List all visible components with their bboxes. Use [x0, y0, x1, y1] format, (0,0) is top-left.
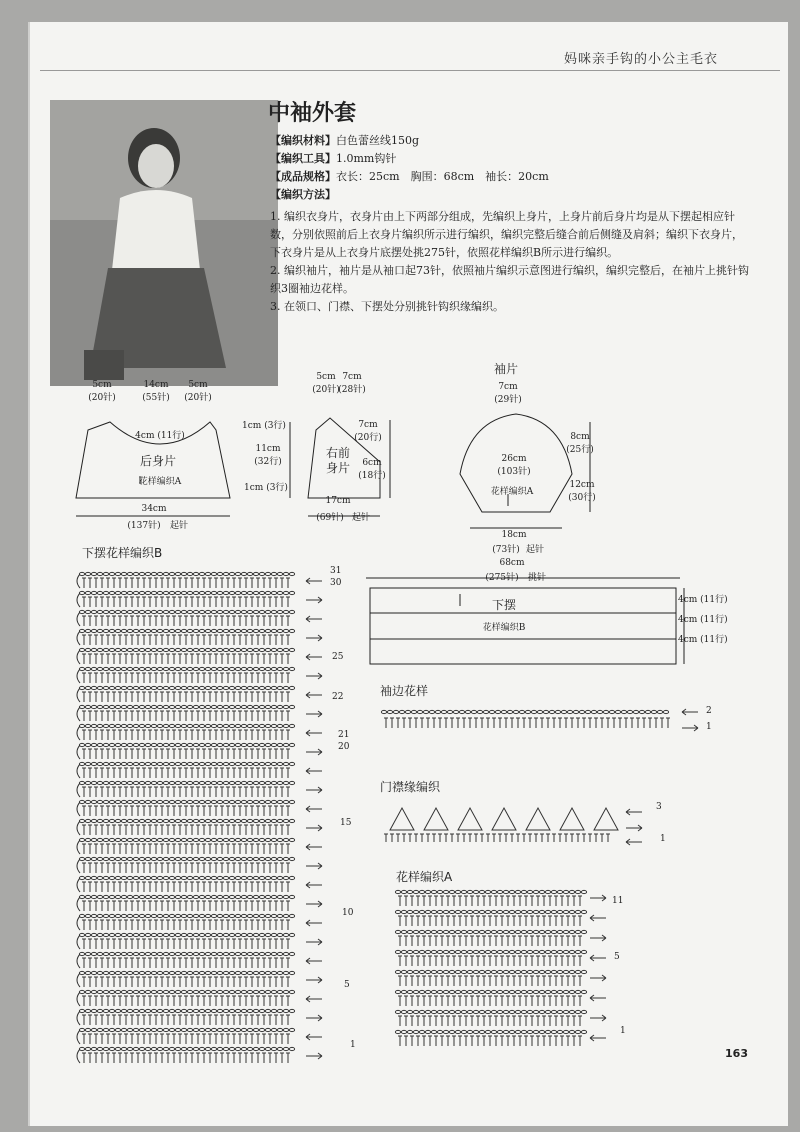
chart-b-row-label: 1: [350, 1040, 356, 1050]
back-dim-left: 5cm (20针): [88, 380, 116, 403]
front-start-label: 起针: [352, 513, 371, 523]
placket-chart-diagram: [384, 808, 642, 845]
placket-chart-title: 门襟缘编织: [380, 780, 441, 794]
chart-a-diagram: [395, 890, 606, 1046]
cuff-chart-diagram: [381, 709, 698, 731]
sleeve-width-dim: 26cm (103针): [497, 454, 531, 477]
back-piece-pattern: 花样编织A: [138, 477, 182, 487]
cuff-row-label: 2: [706, 706, 712, 716]
hem-name: 下摆: [491, 598, 517, 612]
hem-row-dim-2: 4cm (11行): [678, 615, 728, 625]
sleeve-pattern: 花样编织A: [490, 487, 534, 497]
chart-b-row-label: 5: [344, 980, 350, 990]
back-dim-mid: 14cm (55针): [142, 380, 170, 403]
front-left-dim-3: 1cm (3行): [244, 483, 288, 493]
schematic-drawing: [30, 22, 788, 1126]
page-number: 163: [725, 1047, 748, 1060]
chart-b-row-label: 25: [332, 652, 344, 662]
back-bottom-cm: 34cm: [141, 504, 167, 514]
chart-a-row-label: 11: [612, 896, 624, 906]
chart-b-title: 下摆花样编织B: [82, 546, 163, 560]
front-left-dim-1: 1cm (3行): [242, 421, 286, 431]
front-bottom-cm: 17cm: [325, 496, 351, 506]
spec-size: 【成品规格】衣长：25cm 胸围：68cm 袖长：20cm: [270, 170, 549, 183]
cuff-row-label: 1: [706, 722, 712, 732]
chart-a-row-label: 5: [614, 952, 620, 962]
chart-b-row-label: 21: [338, 730, 350, 740]
hem-row-dim-1: 4cm (11行): [678, 595, 728, 605]
hem-pickup-label: 挑针: [528, 573, 547, 583]
placket-row-label: 1: [660, 834, 666, 844]
chart-b-row-label: 30: [330, 578, 342, 588]
running-header: 妈咪亲手钩的小公主毛衣: [563, 52, 718, 67]
back-neck-depth: 4cm (11行): [135, 431, 185, 441]
sleeve-bottom-cm: 18cm: [501, 530, 527, 540]
sleeve-start-label: 起针: [526, 545, 545, 555]
sleeve-label: 袖片: [493, 362, 519, 376]
back-dim-right: 5cm (20针): [184, 380, 212, 403]
front-left-dim-2: 11cm (32行): [254, 444, 282, 467]
front-dim-left: 5cm (20针): [312, 372, 340, 395]
method-step-3: 3. 在领口、门襟、下摆处分别挑针钩织缘编织。: [270, 300, 504, 313]
front-dim-right: 7cm (28针): [338, 372, 366, 395]
sleeve-bottom-stitches: (73针): [492, 545, 520, 555]
chart-b-row-label: 22: [332, 692, 344, 702]
sleeve-right-dim-1: 8cm (25行): [566, 432, 594, 455]
book-page: [28, 22, 788, 1126]
hem-row-dim-3: 4cm (11行): [678, 635, 728, 645]
pattern-title: 中袖外套: [268, 101, 357, 126]
chart-b-row-label: 20: [338, 742, 350, 752]
sleeve-right-dim-2: 12cm (30行): [568, 480, 596, 503]
front-right-dim-2: 6cm (18行): [358, 458, 386, 481]
back-start-label: 起针: [170, 521, 189, 531]
cuff-chart-title: 袖边花样: [380, 684, 429, 698]
placket-row-label: 3: [656, 802, 662, 812]
method-step-2: 2. 编织袖片，袖片是从袖口起73针，依照袖片编织示意图进行编织，编织完整后，在袖片上挑针钩织3圈袖边花样。: [270, 264, 749, 295]
spec-method: 【编织方法】: [270, 188, 336, 201]
spec-materials: 【编织材料】白色蕾丝线150g: [270, 134, 420, 147]
hem-pattern: 花样编织B: [482, 623, 526, 633]
front-bottom-stitches: (69针): [316, 513, 344, 523]
chart-b-row-label: 31: [330, 566, 342, 576]
spec-tools: 【编织工具】1.0mm钩针: [270, 152, 397, 165]
back-piece-name: 后身片: [139, 454, 177, 468]
method-step-1: 1. 编织衣身片，衣身片由上下两部分组成，先编织上身片，上身片前后身片均是从下摆起相应针数，分别依照前后上衣身片编织所示进行编织，编织完整后缝合前后侧缝及肩斜；编织下衣身片，下衣身片是从上衣身片底摆处挑275针，依照花样编织B所示进行编织。: [270, 210, 743, 259]
chart-a-row-label: 1: [620, 1026, 626, 1036]
chart-a-title: 花样编织A: [396, 870, 453, 884]
chart-b-row-label: 15: [340, 818, 352, 828]
back-bottom-stitches: (137针): [127, 521, 161, 531]
chart-b-diagram: [77, 572, 322, 1063]
front-piece-name: 右前身片: [326, 446, 351, 475]
hem-total-cm: 68cm: [499, 558, 525, 568]
front-right-dim-1: 7cm (20行): [354, 420, 382, 443]
hem-total-stitches: (275针): [485, 573, 519, 583]
sleeve-top-dim: 7cm (29针): [494, 382, 522, 405]
chart-b-row-label: 10: [342, 908, 354, 918]
